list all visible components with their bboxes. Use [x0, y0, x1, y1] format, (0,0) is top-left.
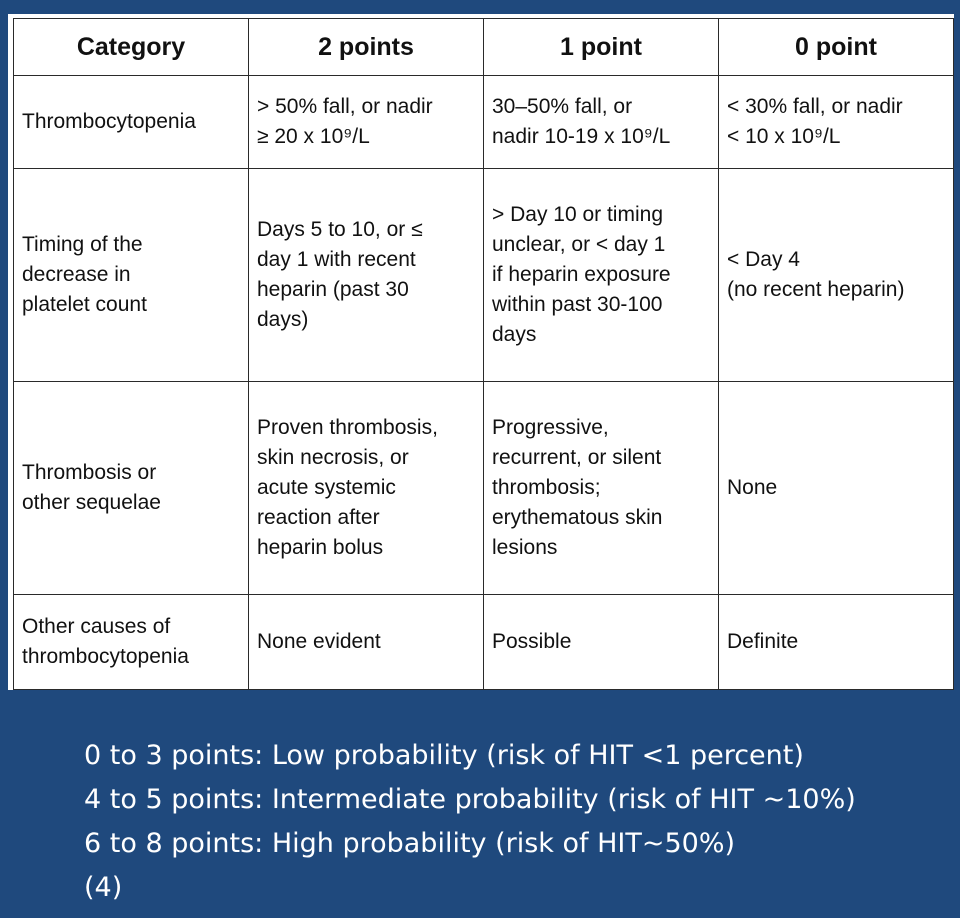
header-0-point: 0 point — [719, 19, 954, 76]
row-2-points: > 50% fall, or nadir ≥ 20 x 10⁹/L — [249, 76, 484, 169]
row-category: Thrombosis or other sequelae — [14, 382, 249, 595]
row-category: Thrombocytopenia — [14, 76, 249, 169]
scoring-table — [13, 18, 954, 690]
probability-legend — [84, 734, 856, 910]
row-0-point: < 30% fall, or nadir < 10 x 10⁹/L — [719, 76, 954, 169]
row-category: Timing of the decrease in platelet count — [14, 169, 249, 382]
row-0-point: Definite — [719, 595, 954, 690]
table-header-row — [14, 19, 954, 76]
table-row — [14, 76, 954, 169]
table-row — [14, 595, 954, 690]
table-panel — [8, 14, 954, 690]
legend-reference: (4) — [84, 872, 123, 903]
header-1-point: 1 point — [484, 19, 719, 76]
header-category: Category — [14, 19, 249, 76]
row-0-point: < Day 4 (no recent heparin) — [719, 169, 954, 382]
row-1-point: > Day 10 or timing unclear, or < day 1 if heparin exposure within past 30-100 days — [484, 169, 719, 382]
row-2-points: None evident — [249, 595, 484, 690]
row-1-point: 30–50% fall, or nadir 10-19 x 10⁹/L — [484, 76, 719, 169]
table-row — [14, 169, 954, 382]
row-category: Other causes of thrombocytopenia — [14, 595, 249, 690]
header-2-points: 2 points — [249, 19, 484, 76]
row-1-point: Possible — [484, 595, 719, 690]
table-row — [14, 382, 954, 595]
row-1-point: Progressive, recurrent, or silent thrombosis; erythematous skin lesions — [484, 382, 719, 595]
row-2-points: Days 5 to 10, or ≤ day 1 with recent heparin (past 30 days) — [249, 169, 484, 382]
legend-high: 6 to 8 points: High probability (risk of HIT~50%) — [84, 828, 736, 859]
legend-low: 0 to 3 points: Low probability (risk of HIT <1 percent) — [84, 740, 804, 771]
row-0-point: None — [719, 382, 954, 595]
legend-intermediate: 4 to 5 points: Intermediate probability (risk of HIT ~10%) — [84, 784, 856, 815]
row-2-points: Proven thrombosis, skin necrosis, or acute systemic reaction after heparin bolus — [249, 382, 484, 595]
